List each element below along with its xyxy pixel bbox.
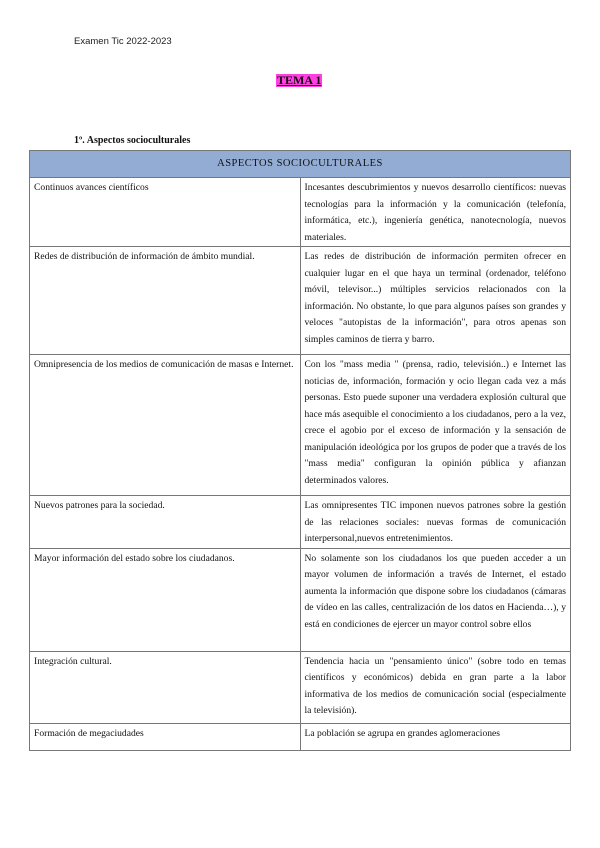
document-header: Examen Tic 2022-2023 (74, 36, 172, 47)
table-row (30, 651, 571, 723)
description-cell: Incesantes descubrimientos y nuevos desarrollo científicos: nuevas tecnologías para la información y la comunicación (telefonía, informática, etc.), ingeniería genética, nanotecnología, nuevos materiales. (300, 178, 571, 247)
section-heading: 1º. Aspectos socioculturales (74, 135, 191, 146)
sociocultural-table (29, 150, 571, 751)
description-cell: Las redes de distribución de información permiten ofrecer en cualquier lugar en el que haya un terminal (ordenador, teléfono móvil, televisor...) múltiples servicios relacionados con la información. No obstante, lo que para algunos países son grandes y veloces "autopistas de la información", para otros apenas son simples caminos de tierra y barro. (300, 247, 571, 355)
aspect-cell: Integración cultural. (30, 651, 301, 723)
table-row (30, 723, 571, 750)
table-row (30, 548, 571, 651)
description-cell: Las omnipresentes TIC imponen nuevos patrones sobre la gestión de las relaciones sociales: nuevas formas de comunicación interpersonal,nuevos entretenimientos. (300, 496, 571, 549)
description-cell: No solamente son los ciudadanos los que pueden acceder a un mayor volumen de información a través de Internet, el estado aumenta la información que dispone sobre los ciudadanos (cámaras de vídeo en las calles, centralización de los datos en Hacienda…), y está en condiciones de ejercer un mayor control sobre ellos (300, 548, 571, 651)
aspect-cell: Continuos avances científicos (30, 178, 301, 247)
table-row (30, 496, 571, 549)
aspect-cell: Omnipresencia de los medios de comunicación de masas e Internet. (30, 355, 301, 496)
description-cell: Tendencia hacia un "pensamiento único" (sobre todo en temas científicos y económicos) debida en gran parte a la labor informativa de los medios de comunicación social (especialmente la televisión). (300, 651, 571, 723)
table-header-row (30, 151, 571, 178)
aspect-cell: Formación de megaciudades (30, 723, 301, 750)
page-title: TEMA 1 (277, 73, 322, 87)
table-row (30, 247, 571, 355)
table-header: ASPECTOS SOCIOCULTURALES (30, 151, 571, 178)
aspect-cell: Mayor información del estado sobre los ciudadanos. (30, 548, 301, 651)
description-cell: Con los "mass media " (prensa, radio, televisión..) e Internet las noticias de, información, formación y ocio llegan cada vez a más personas. Esto puede suponer una verdadera explosión cultural que hace más asequible el conocimiento a los ciudadanos, pero a la vez, crece el agobio por el exceso de información y la sensación de manipulación ideológica por los grupos de poder que a través de los "mass media" configuran la opinión pública y afianzan determinados valores. (300, 355, 571, 496)
aspect-cell: Redes de distribución de información de ámbito mundial. (30, 247, 301, 355)
table-row (30, 355, 571, 496)
aspect-cell: Nuevos patrones para la sociedad. (30, 496, 301, 549)
table-row (30, 178, 571, 247)
description-cell: La población se agrupa en grandes aglomeraciones (300, 723, 571, 750)
